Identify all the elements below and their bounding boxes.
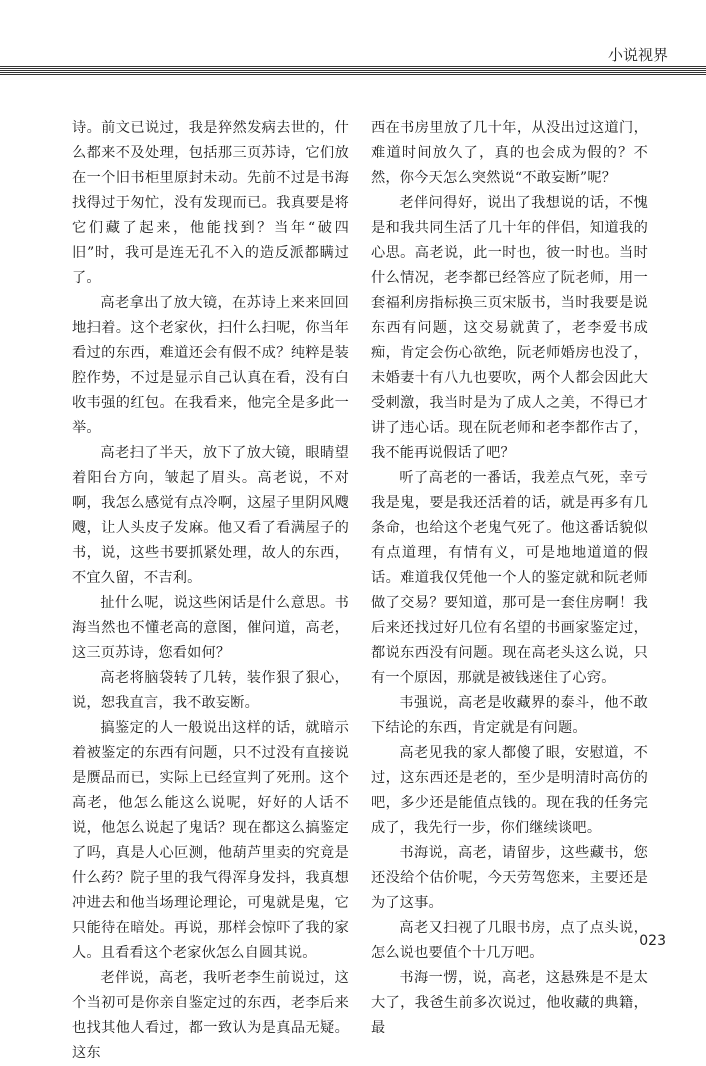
header-rule bbox=[0, 66, 706, 75]
left-column bbox=[72, 116, 349, 1066]
paragraph: 高老扫了半天，放下了放大镜，眼睛望着阳台方向，皱起了眉头。高老说，不对啊，我怎么感觉有点冷啊，这屋子里阴风飕飕，让人头皮子发麻。他又看了看满屋子的书，说，这些书要抓紧处理，故人的东西，不宜久留，不吉利。 bbox=[72, 445, 349, 586]
paragraph: 搞鉴定的人一般说出这样的话，就暗示着被鉴定的东西有问题，只不过没有直接说是赝品而已，实际上已经宣判了死刑。这个高老，他怎么能这么说呢，好好的人话不说，他怎么说起了鬼话？现在都这么搞鉴定了吗，真是人心叵测，他葫芦里卖的究竟是什么药？院子里的我气得浑身发抖，我真想冲进去和他当场理论理论，可鬼就是鬼，它只能待在暗处。再说，那样会惊吓了我的家人。且看看这个老家伙怎么自圆其说。 bbox=[72, 720, 349, 961]
paragraph: 诗。前文已说过，我是猝然发病去世的，什么都来不及处理，包括那三页苏诗，它们放在一个旧书柜里原封未动。先前不过是书海找得过于匆忙，没有发现而已。我真要是将它们藏了起来，他能找到？当年“破四旧”时，我可是连无孔不入的造反派都瞒过了。 bbox=[72, 120, 349, 286]
section-title: 小说视界 bbox=[607, 46, 668, 64]
paragraph: 听了高老的一番话，我差点气死，幸亏我是鬼，要是我还活着的话，就是再多有几条命，也给这个老鬼气死了。他这番话貌似有点道理，有情有义，可是地地道道的假话。难道我仅凭他一个人的鉴定就和阮老师做了交易？要知道，那可是一套住房啊！我后来还找过好几位有名望的书画家鉴定过，都说东西没有问题。现在高老头这么说，只有一个原因，那就是被钱迷住了心窍。 bbox=[371, 470, 648, 686]
paragraph: 韦强说，高老是收藏界的泰斗，他不敢下结论的东西，肯定就是有问题。 bbox=[371, 695, 648, 736]
page-number: 023 bbox=[639, 933, 666, 949]
paragraph: 高老又扫视了几眼书房，点了点头说，怎么说也要值个十几万吧。 bbox=[371, 920, 648, 961]
paragraph: 西在书房里放了几十年，从没出过这道门，难道时间放久了，真的也会成为假的？不然，你今天怎么突然说“不敢妄断”呢？ bbox=[371, 120, 648, 186]
right-column bbox=[371, 116, 648, 1041]
paragraph: 高老将脑袋转了几转，装作狠了狠心，说，恕我直言，我不敢妄断。 bbox=[72, 670, 349, 711]
paragraph: 书海一愣，说，高老，这悬殊是不是太大了，我爸生前多次说过，他收藏的典籍，最 bbox=[371, 970, 648, 1036]
paragraph: 高老拿出了放大镜，在苏诗上来来回回地扫着。这个老家伙，扫什么扫呢，你当年看过的东西，难道还会有假不成？纯粹是装腔作势，不过是显示自己认真在看，没有白收韦强的红包。在我看来，他完全是多此一举。 bbox=[72, 295, 349, 436]
paragraph: 书海说，高老，请留步，这些藏书，您还没给个估价呢，今天劳驾您来，主要还是为了这事。 bbox=[371, 845, 648, 911]
paragraph: 扯什么呢，说这些闲话是什么意思。书海当然也不懂老高的意图，催问道，高老，这三页苏诗，您看如何？ bbox=[72, 595, 349, 661]
paragraph: 老伴说，高老，我听老李生前说过，这个当初可是你亲自鉴定过的东西，老李后来也找其他人看过，都一致认为是真品无疑。这东 bbox=[72, 970, 349, 1061]
paragraph: 高老见我的家人都傻了眼，安慰道，不过，这东西还是老的，至少是明清时高仿的吧，多少还是能值点钱的。现在我的任务完成了，我先行一步，你们继续谈吧。 bbox=[371, 745, 648, 836]
paragraph: 老伴问得好，说出了我想说的话，不愧是和我共同生活了几十年的伴侣，知道我的心思。高老说，此一时也，彼一时也。当时什么情况，老李都已经答应了阮老师，用一套福利房指标换三页宋版书，当时我要是说东西有问题，这交易就黄了，老李爱书成痴，肯定会伤心欲绝，阮老师婚房也没了，未婚妻十有八九也要吹，两个人都会因此大受刺激，我当时是为了成人之美，不得已才讲了违心话。现在阮老师和老李都作古了，我不能再说假话了吧？ bbox=[371, 195, 648, 461]
